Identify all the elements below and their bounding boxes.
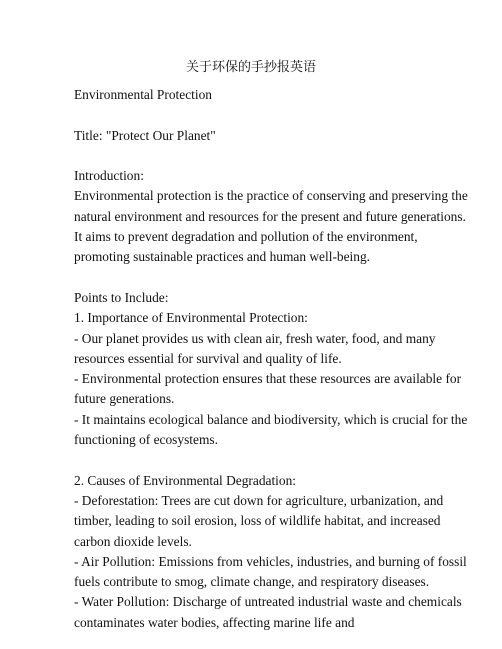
heading: Environmental Protection bbox=[74, 87, 212, 102]
points-label: Points to Include: bbox=[74, 289, 169, 305]
list-item: - Environmental protection ensures that these resources are available for future generations. bbox=[74, 371, 462, 407]
document-body bbox=[74, 85, 474, 633]
list-item: - Air Pollution: Emissions from vehicles, industries, and burning of fossil fuels contribute to smog, climate change, and respiratory diseases. bbox=[74, 553, 467, 590]
list-item: - It maintains ecological balance and biodiversity, which is crucial for the functioning of ecosystems. bbox=[74, 411, 468, 448]
spacer bbox=[74, 105, 474, 125]
section-heading: 2. Causes of Environmental Degradation: bbox=[74, 472, 297, 488]
list-item: - Water Pollution: Discharge of untreated industrial waste and chemicals contaminates water bodies, affecting marine life and bbox=[74, 594, 462, 630]
spacer bbox=[74, 450, 474, 470]
spacer bbox=[74, 146, 474, 166]
document-title: 关于环保的手抄报英语 bbox=[185, 60, 316, 75]
intro-text: Environmental protection is the practice of conserving and preserving the natural environment and resources for the present and future generations. It aims to prevent degradation and pollution of the environment, promoting sustainable practices and human well-being. bbox=[74, 188, 468, 265]
list-item: - Deforestation: Trees are cut down for agriculture, urbanization, and timber, leading to soil erosion, loss of wildlife habitat, and increased carbon dioxide levels. bbox=[74, 492, 444, 549]
section-heading: 1. Importance of Environmental Protection: bbox=[74, 310, 308, 326]
intro-label: Introduction: bbox=[74, 168, 144, 184]
spacer bbox=[74, 268, 474, 288]
list-item: - Our planet provides us with clean air, fresh water, food, and many resources essential for survival and quality of life. bbox=[74, 330, 436, 366]
subtitle: Title: "Protect Our Planet" bbox=[74, 127, 216, 143]
